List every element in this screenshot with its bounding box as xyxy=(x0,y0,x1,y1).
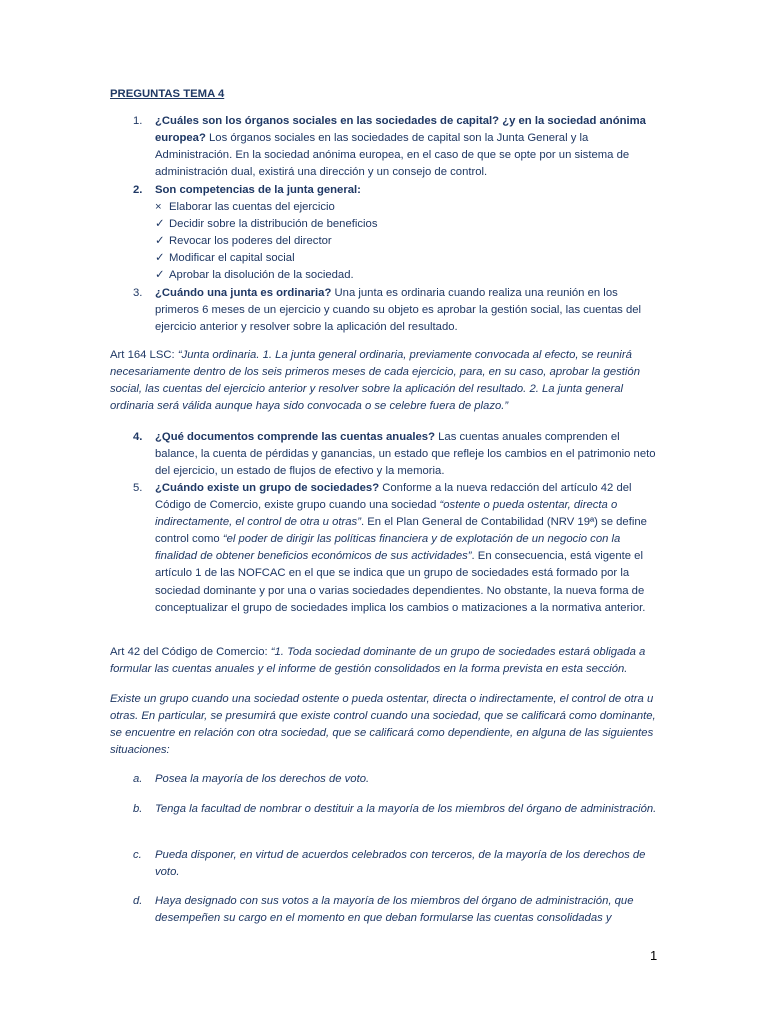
question-text: ¿Cuándo una junta es ordinaria? xyxy=(155,287,332,299)
document-title: PREGUNTAS TEMA 4 xyxy=(110,88,225,100)
checkmark-icon: ✓ xyxy=(155,218,165,231)
question-number: 2. xyxy=(133,184,143,196)
checkmark-icon: ✓ xyxy=(155,269,165,282)
group-definition-paragraph: Existe un grupo cuando una sociedad ostente o pueda ostentar, directa o indirectamente, el control de otra u otras. En particular, se presumirá que existe control cuando una sociedad, que se calificará como dominante, se encuentre en relación con otra sociedad, que se calificará como dependiente, en alguna de las siguientes situaciones: xyxy=(110,693,656,757)
answer-text: Los órganos sociales en las sociedades de capital son la Junta General y la Administración. En la sociedad anónima europea, en el caso de que se opte por un sistema de administración dual, existirá una dirección y un consejo de control. xyxy=(155,132,630,179)
competencies-list xyxy=(110,199,658,284)
list-item: ✓ Aprobar la disolución de la sociedad. xyxy=(155,267,658,284)
cross-icon: × xyxy=(155,201,162,214)
page-number: 1 xyxy=(650,948,658,963)
article-42-quote xyxy=(110,644,658,678)
list-item: ✓ Modificar el capital social xyxy=(155,250,658,267)
article-quote: “Junta ordinaria. 1. La junta general ordinaria, previamente convocada al efecto, se reunirá necesariamente dentro de los seis primeros meses de cada ejercicio, para, en su caso, aprobar la gestión social, las cuentas del ejercicio anterior y resolver sobre la aplicación del resultado. 2. La junta general ordinaria será válida aunque haya sido convocada o se celebre fuera de plazo.” xyxy=(110,349,640,413)
question-text: ¿Cuáles son los órganos sociales en las sociedades de capital? ¿y en la sociedad anónima europea? xyxy=(155,115,646,145)
question-number: 5. xyxy=(133,482,143,494)
question-4 xyxy=(110,429,658,480)
situation-c: c. Pueda disponer, en virtud de acuerdos celebrados con terceros, de la mayoría de los derechos de voto. xyxy=(133,849,646,879)
situation-a: a. Posea la mayoría de los derechos de voto. xyxy=(133,773,370,785)
question-text: Son competencias de la junta general: xyxy=(155,184,361,196)
answer-text: Una junta es ordinaria cuando realiza una reunión en los primeros 6 meses de un ejercicio y cuando su objeto es aprobar la gestión social, las cuentas del ejercicio anterior y resolver sobre la aplicación del resultado. xyxy=(155,287,642,334)
question-number: 3. xyxy=(133,287,143,299)
checkmark-icon: ✓ xyxy=(155,235,165,248)
article-164-quote xyxy=(110,347,658,415)
question-text: ¿Qué documentos comprende las cuentas anuales? xyxy=(155,431,435,443)
question-number: 1. xyxy=(133,115,143,127)
situation-b: b. Tenga la facultad de nombrar o destituir a la mayoría de los miembros del órgano de administración. xyxy=(133,803,657,815)
list-item: ✓ Decidir sobre la distribución de beneficios xyxy=(155,216,658,233)
question-5: 5. ¿Cuándo existe un grupo de sociedades? Conforme a la nueva redacción del artículo 42 del Código de Comercio, existe grupo cuando una sociedad “ostente o pueda ostentar, directa o indirectamente, el control de otra u otras”. En el Plan General de Contabilidad (NRV 19ª) se define control como “el poder de dirigir las políticas financiera y de explotación de un negocio con la finalidad de obtener beneficios económicos de sus actividades”. En consecuencia, está vigente el artículo 1 de las NOFCAC en el que se indica que un grupo de sociedades está formado por la sociedad dominante y por una o varias sociedades dependientes. No obstante, la nueva forma de conceptualizar el grupo de sociedades implica los cambios o matizaciones a la normativa anterior. xyxy=(133,482,647,614)
list-item: × Elaborar las cuentas del ejercicio xyxy=(155,199,658,216)
article-lead: Art 42 del Código de Comercio: xyxy=(110,646,271,658)
answer-text: Las cuentas anuales comprenden el balance, la cuenta de pérdidas y ganancias, un estado que refleje los cambios en el patrimonio neto del ejercicio, un estado de flujos de efectivo y la memoria. xyxy=(155,431,656,478)
list-item: ✓ Revocar los poderes del director xyxy=(155,233,658,250)
article-quote: “1. Toda sociedad dominante de un grupo de sociedades estará obligada a formular las cuentas anuales y el informe de gestión consolidados en la forma prevista en esta sección. xyxy=(110,646,646,676)
question-number: 4. xyxy=(133,431,143,443)
article-lead: Art 164 LSC: xyxy=(110,349,178,361)
question-1 xyxy=(110,113,658,181)
question-2 xyxy=(110,182,658,285)
situation-d: d. Haya designado con sus votos a la mayoría de los miembros del órgano de administración, que desempeñen su cargo en el momento en que deban formularse las cuentas consolidadas y xyxy=(133,895,634,925)
question-3 xyxy=(110,285,658,336)
checkmark-icon: ✓ xyxy=(155,252,165,265)
question-text: ¿Cuándo existe un grupo de sociedades? xyxy=(155,482,380,494)
